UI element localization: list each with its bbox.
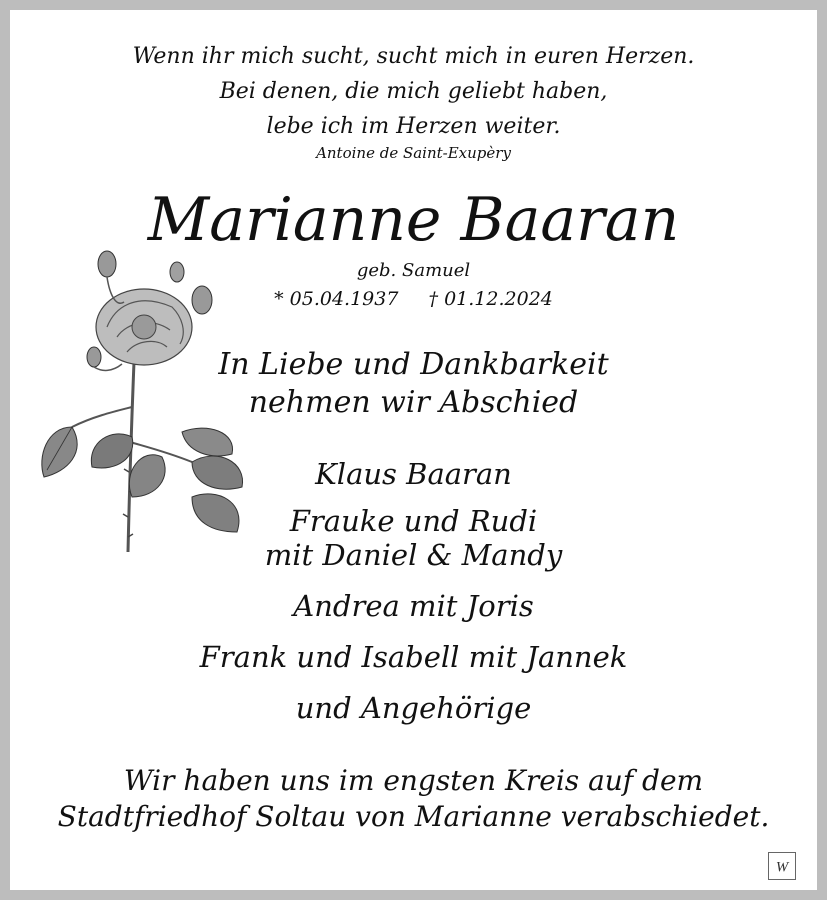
birth-date: * 05.04.1937 xyxy=(274,288,399,310)
logo-mark-icon xyxy=(768,852,796,880)
logo-mark-text: W xyxy=(775,859,789,876)
quote-line-1: Wenn ihr mich sucht, sucht mich in euren Herzen. xyxy=(132,44,695,69)
farewell-line-1: In Liebe und Dankbarkeit xyxy=(218,347,609,382)
maiden-name: geb. Samuel xyxy=(356,260,471,281)
quote-author: Antoine de Saint-Exupèry xyxy=(316,144,511,162)
closing-line-2: Stadtfriedhof Soltau von Marianne verabschiedet. xyxy=(57,800,770,833)
mourner-4: Andrea mit Joris xyxy=(293,589,534,623)
mourner-5: Frank und Isabell mit Jannek xyxy=(199,640,628,674)
quote-line-3: lebe ich im Herzen weiter. xyxy=(266,114,561,139)
farewell-line-2: nehmen wir Abschied xyxy=(248,385,579,420)
dates xyxy=(10,290,817,309)
mourner-1: Klaus Baaran xyxy=(315,457,512,491)
mourner-3: mit Daniel & Mandy xyxy=(264,538,563,572)
closing-line-1: Wir haben uns im engsten Kreis auf dem xyxy=(123,764,704,797)
death-date: † 01.12.2024 xyxy=(428,288,553,310)
mourner-2: Frauke und Rudi xyxy=(289,504,538,538)
quote-line-2: Bei denen, die mich geliebt haben, xyxy=(219,79,608,104)
mourner-6: und Angehörige xyxy=(295,691,532,725)
deceased-name: Marianne Baaran xyxy=(147,185,680,255)
